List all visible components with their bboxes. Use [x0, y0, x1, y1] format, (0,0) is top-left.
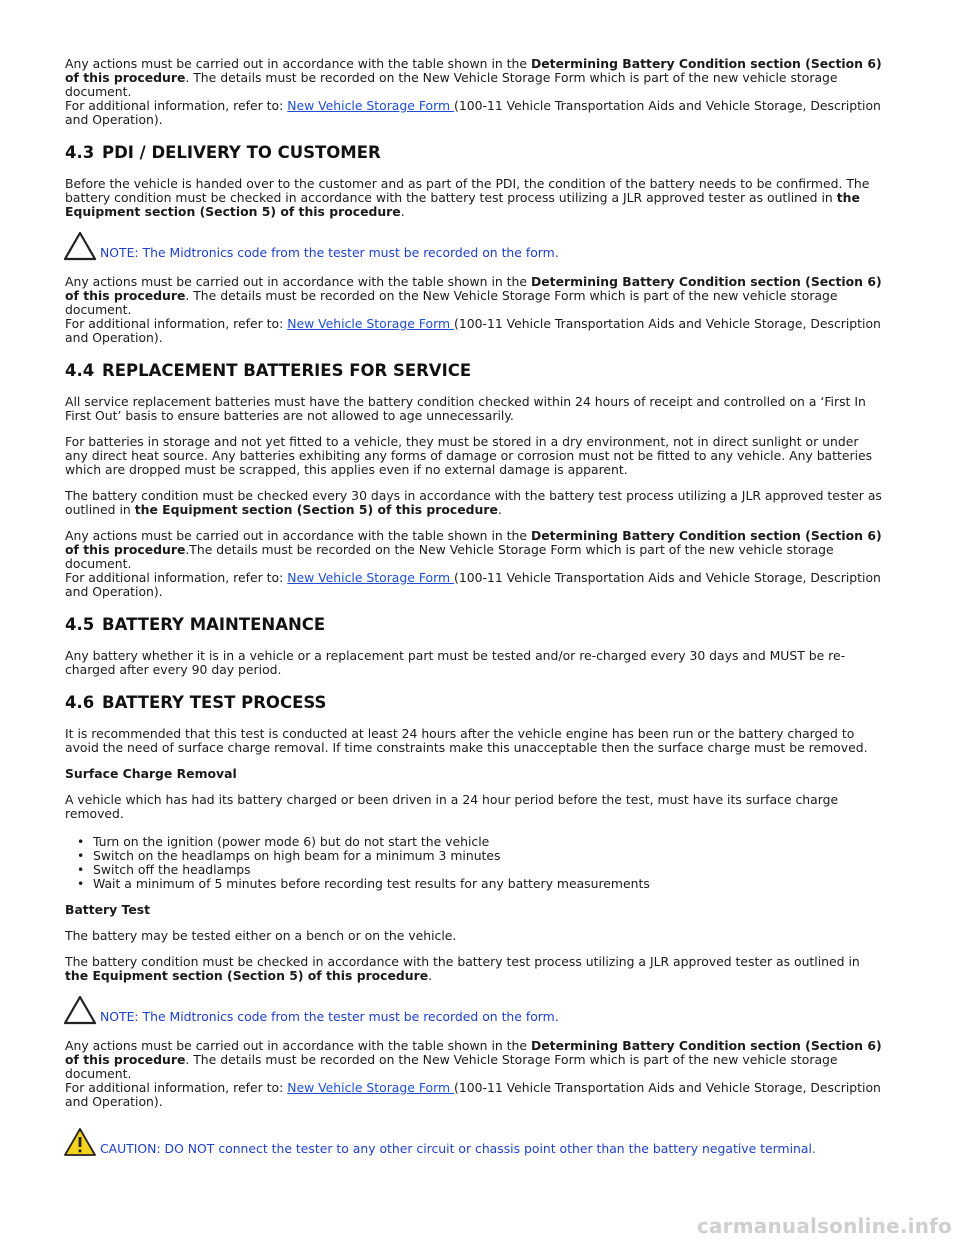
paragraph: Any battery whether it is in a vehicle or a replacement part must be tested and/or re-charged every 30 days and MUST be re-charged after every 90 day period.	[65, 648, 846, 677]
reference-line: For additional information, refer to: New Vehicle Storage Form (100-11 Vehicle Transportation Aids and Vehicle Storage, Description and Operation).	[65, 1080, 881, 1109]
section-heading-4-3: 4.3 PDI / DELIVERY TO CUSTOMER	[65, 143, 381, 162]
paragraph: Any actions must be carried out in accordance with the table shown in the Determining Battery Condition section (Section 6) of this procedure. The details must be recorded on the New Vehicle Storage Form which is part of the new vehicle storage document.	[65, 56, 882, 99]
paragraph: It is recommended that this test is conducted at least 24 hours after the vehicle engine has been run or the battery charged to avoid the need of surface charge removal. If time constraints make this unacceptable then the surface charge must be removed.	[65, 726, 868, 755]
paragraph: Any actions must be carried out in accordance with the table shown in the Determining Battery Condition section (Section 6) of this procedure. The details must be recorded on the New Vehicle Storage Form which is part of the new vehicle storage document.	[65, 1038, 882, 1081]
paragraph: The battery condition must be checked in accordance with the battery test process utilizing a JLR approved tester as outlined in the Equipment section (Section 5) of this procedure.	[65, 954, 860, 983]
paragraph: Any actions must be carried out in accordance with the table shown in the Determining Battery Condition section (Section 6) of this procedure. The details must be recorded on the New Vehicle Storage Form which is part of the new vehicle storage document.	[65, 274, 882, 317]
note-icon	[63, 995, 97, 1025]
paragraph: All service replacement batteries must have the battery condition checked within 24 hours of receipt and controlled on a ‘First In First Out’ basis to ensure batteries are not allowed to age unnecessarily.	[65, 394, 866, 423]
new-vehicle-storage-form-link[interactable]: New Vehicle Storage Form	[287, 1080, 454, 1095]
bullet-list	[65, 835, 885, 891]
note-icon	[63, 231, 97, 261]
subheading-surface-charge-removal: Surface Charge Removal	[65, 766, 237, 781]
note-text: NOTE: The Midtronics code from the tester must be recorded on the form.	[100, 1009, 559, 1024]
new-vehicle-storage-form-link[interactable]: New Vehicle Storage Form	[287, 316, 454, 331]
paragraph: Any actions must be carried out in accordance with the table shown in the Determining Battery Condition section (Section 6) of this procedure.The details must be recorded on the New Vehicle Storage Form which is part of the new vehicle storage document.	[65, 528, 882, 571]
new-vehicle-storage-form-link[interactable]: New Vehicle Storage Form	[287, 98, 454, 113]
paragraph: Before the vehicle is handed over to the customer and as part of the PDI, the condition of the battery needs to be confirmed. The battery condition must be checked in accordance with the battery test process utilizing a JLR approved tester as outlined in the Equipment section (Section 5) of this procedure.	[65, 176, 870, 219]
paragraph: A vehicle which has had its battery charged or been driven in a 24 hour period before the test, must have its surface charge removed.	[65, 792, 839, 821]
section-heading-4-6: 4.6 BATTERY TEST PROCESS	[65, 693, 327, 712]
list-item: • Wait a minimum of 5 minutes before recording test results for any battery measurements	[77, 876, 650, 891]
watermark: carmanualsonline.info	[696, 1214, 952, 1238]
paragraph: The battery condition must be checked every 30 days in accordance with the battery test process utilizing a JLR approved tester as outlined in the Equipment section (Section 5) of this procedure.	[65, 488, 882, 517]
paragraph: The battery may be tested either on a bench or on the vehicle.	[65, 928, 457, 943]
caution-icon	[63, 1127, 97, 1157]
reference-line: For additional information, refer to: New Vehicle Storage Form (100-11 Vehicle Transportation Aids and Vehicle Storage, Description and Operation).	[65, 570, 881, 599]
note-notice	[65, 231, 885, 263]
note-text: NOTE: The Midtronics code from the tester must be recorded on the form.	[100, 245, 559, 260]
list-item: • Turn on the ignition (power mode 6) but do not start the vehicle	[77, 834, 490, 849]
section-heading-4-5: 4.5 BATTERY MAINTENANCE	[65, 615, 326, 634]
section-heading-4-4: 4.4 REPLACEMENT BATTERIES FOR SERVICE	[65, 361, 472, 380]
note-notice	[65, 995, 885, 1027]
new-vehicle-storage-form-link[interactable]: New Vehicle Storage Form	[287, 570, 454, 585]
paragraph: For batteries in storage and not yet fitted to a vehicle, they must be stored in a dry environment, not in direct sunlight or under any direct heat source. Any batteries exhibiting any forms of damage or corrosion must not be fitted to any vehicle. Any batteries which are dropped must be scrapped, this applies even if no external damage is apparent.	[65, 434, 873, 477]
caution-notice	[65, 1127, 885, 1159]
list-item: • Switch off the headlamps	[77, 862, 251, 877]
reference-line: For additional information, refer to: New Vehicle Storage Form (100-11 Vehicle Transportation Aids and Vehicle Storage, Description and Operation).	[65, 98, 881, 127]
document-page	[65, 57, 885, 1159]
caution-text: CAUTION: DO NOT connect the tester to any other circuit or chassis point other than the battery negative terminal.	[100, 1141, 816, 1156]
reference-line: For additional information, refer to: New Vehicle Storage Form (100-11 Vehicle Transportation Aids and Vehicle Storage, Description and Operation).	[65, 316, 881, 345]
subheading-battery-test: Battery Test	[65, 902, 151, 917]
list-item: • Switch on the headlamps on high beam for a minimum 3 minutes	[77, 848, 501, 863]
